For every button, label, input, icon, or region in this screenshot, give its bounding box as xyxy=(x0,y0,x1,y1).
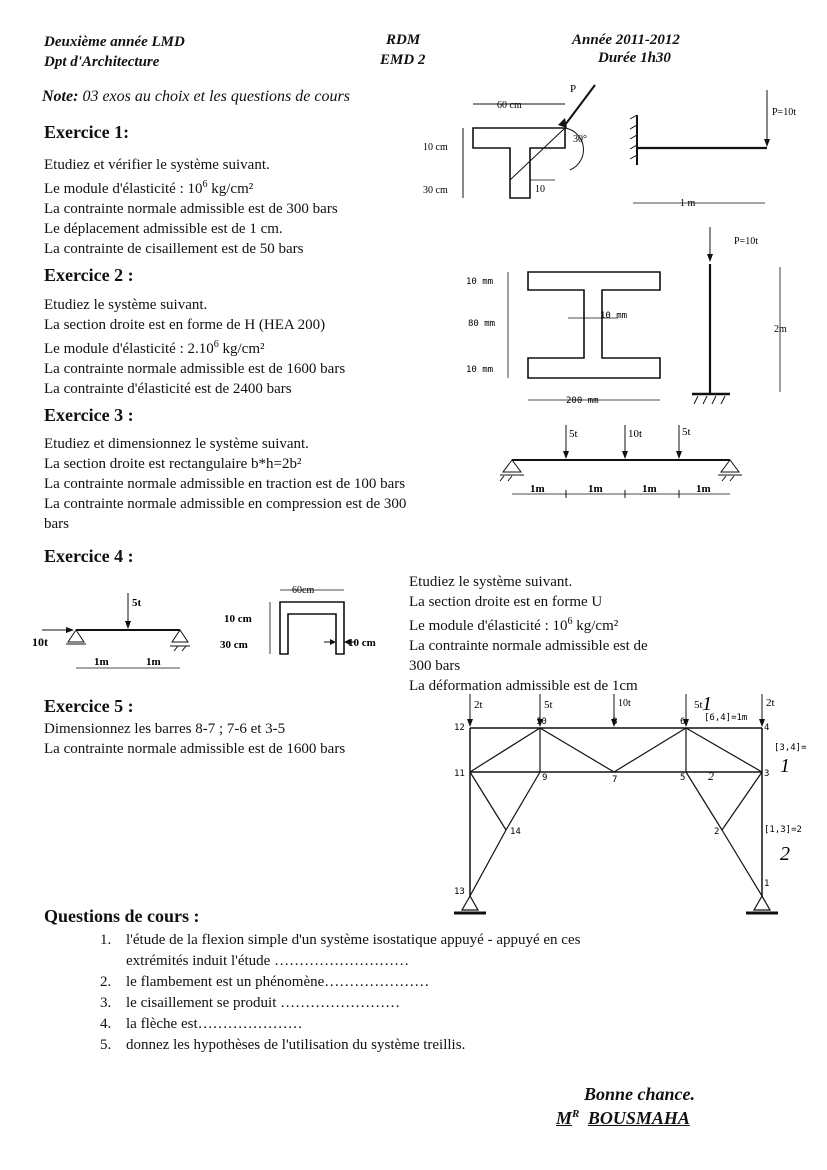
ex2-title: Exercice 2 : xyxy=(44,265,134,285)
ex3-line: La section droite est rectangulaire b*h=2b² xyxy=(44,456,302,472)
ex3-load3: 5t xyxy=(682,426,691,438)
ex5-node: 13 xyxy=(454,887,465,897)
ex5-hand-note: 2 xyxy=(708,769,714,783)
ex1-width-label: 60 cm xyxy=(497,100,522,111)
ex4-beam-figure xyxy=(28,588,208,673)
ex5-hand-note: 1 xyxy=(702,693,712,715)
signature-sup: R xyxy=(572,1108,580,1120)
ex5-hand-note: 2 xyxy=(780,843,790,865)
signature-name: BOUSMAHA xyxy=(587,1108,690,1128)
ex2-line: La section droite est en forme de H (HEA 200) xyxy=(44,317,326,333)
ex1-line: La contrainte de cisaillement est de 50 bars xyxy=(44,241,304,257)
ex5-load3: 10t xyxy=(618,698,631,709)
ex1-h1-label: 10 cm xyxy=(423,142,448,153)
ex5-dim: [1,3]=2 xyxy=(764,825,802,835)
ex1-modulus: Le module d'élasticité : 10 xyxy=(44,181,203,197)
ex4-t-label: 10 cm xyxy=(348,637,376,649)
ex5-node: 11 xyxy=(454,769,465,779)
ex4-line: La section droite est en forme U xyxy=(409,594,603,610)
ex4-modulus-unit: kg/cm² xyxy=(572,618,619,634)
ex4-span2: 1m xyxy=(146,656,161,668)
ex4-line: La déformation admissible est de 1cm xyxy=(409,678,638,694)
ex5-dim: [3,4]= xyxy=(774,743,807,753)
ex2-web-label: 80 mm xyxy=(468,319,496,329)
ex1-cantilever-figure xyxy=(615,85,815,215)
ex1-line: Le déplacement admissible est de 1 cm. xyxy=(44,221,283,237)
ex5-load1: 2t xyxy=(474,699,483,711)
ex2-load-label: P=10t xyxy=(734,236,758,247)
ex3-load1: 5t xyxy=(569,428,578,440)
ex5-node: 14 xyxy=(510,827,521,837)
ex3-text xyxy=(44,434,406,534)
question-text: le flambement est un phénomène………………… xyxy=(126,974,430,990)
ex4-load-label: 5t xyxy=(132,597,142,609)
ex5-node: 2 xyxy=(714,827,720,837)
ex2-b-label: 200 mm xyxy=(566,396,599,406)
question-number: 2. xyxy=(100,974,112,990)
ex2-line: La contrainte d'élasticité est de 2400 bars xyxy=(44,381,292,397)
ex1-title: Exercice 1: xyxy=(44,122,130,142)
header-subject: RDM xyxy=(386,32,421,48)
ex5-node: 10 xyxy=(536,717,547,727)
question-number: 1. xyxy=(100,932,112,948)
question-number: 3. xyxy=(100,995,112,1011)
ex5-node: 12 xyxy=(454,723,465,733)
question-item xyxy=(100,1035,580,1056)
ex3-line: La contrainte normale admissible en traction est de 100 bars xyxy=(44,476,406,492)
ex5-dim: [6,4]=1m xyxy=(704,713,748,723)
ex5-line: La contrainte normale admissible est de 1600 bars xyxy=(44,741,346,757)
header-level: Deuxième année LMD xyxy=(44,34,185,50)
signature-prefix: M xyxy=(556,1108,573,1128)
ex4-section-figure xyxy=(218,578,398,663)
question-number: 4. xyxy=(100,1016,112,1032)
header-year: Année 2011-2012 xyxy=(572,32,680,48)
ex3-span2: 1m xyxy=(588,483,603,495)
ex4-line xyxy=(409,612,648,636)
question-item xyxy=(100,972,580,993)
ex2-column-figure xyxy=(690,222,810,412)
ex4-h2-label: 30 cm xyxy=(220,639,248,651)
ex3-title: Exercice 3 : xyxy=(44,405,134,425)
ex5-node: 6 xyxy=(680,717,686,727)
ex2-flange1-label: 10 mm xyxy=(466,277,494,287)
ex4-width-label: 60cm xyxy=(292,585,315,596)
question-text: l'étude de la flexion simple d'un système isostatique appuyé - appuyé en ces xyxy=(126,932,581,948)
ex5-node: 1 xyxy=(764,879,770,889)
ex5-node: 4 xyxy=(764,723,770,733)
ex3-line: bars xyxy=(44,516,69,532)
ex4-modulus-exp: 6 xyxy=(567,616,573,627)
ex2-tw-label: 10 mm xyxy=(600,311,628,321)
question-text: la flèche est………………… xyxy=(126,1016,303,1032)
questions-title: Questions de cours : xyxy=(44,906,200,926)
ex4-modulus: Le module d'élasticité : 10 xyxy=(409,618,568,634)
header-duration: Durée 1h30 xyxy=(598,50,671,66)
ex5-truss-figure xyxy=(440,688,820,920)
note-text: 03 exos au choix et les questions de cours xyxy=(82,88,350,105)
question-text: extrémités induit l'étude ……………………… xyxy=(126,953,410,969)
ex2-line: La contrainte normale admissible est de 1600 bars xyxy=(44,361,346,377)
ex4-span1: 1m xyxy=(94,656,109,668)
ex1-length-label: 1 m xyxy=(680,198,696,209)
ex2-modulus: Le module d'élasticité : 2.10 xyxy=(44,341,214,357)
ex1-h2-label: 30 cm xyxy=(423,185,448,196)
ex4-line: La contrainte normale admissible est de xyxy=(409,638,648,654)
header-exam: EMD 2 xyxy=(380,52,426,68)
ex5-node: 3 xyxy=(764,769,770,779)
ex5-node: 8 xyxy=(612,717,618,727)
note-label: Note: xyxy=(42,88,79,105)
ex4-h1-label: 10 cm xyxy=(224,613,252,625)
good-luck: Bonne chance. xyxy=(584,1084,696,1104)
ex5-load2: 5t xyxy=(544,699,553,711)
ex4-title: Exercice 4 : xyxy=(44,546,134,566)
ex1-modulus-exp: 6 xyxy=(202,179,208,190)
question-text: le cisaillement se produit …………………… xyxy=(126,995,401,1011)
question-item xyxy=(100,1014,580,1035)
ex3-line: La contrainte normale admissible en compression est de 300 xyxy=(44,496,407,512)
header-department: Dpt d'Architecture xyxy=(44,54,160,70)
ex5-line: Dimensionnez les barres 8-7 ; 7-6 et 3-5 xyxy=(44,721,286,737)
signature xyxy=(556,1108,690,1129)
questions-list xyxy=(100,930,580,1056)
ex1-line: La contrainte normale admissible est de 300 bars xyxy=(44,201,338,217)
note xyxy=(42,88,350,106)
ex5-text xyxy=(44,719,345,759)
ex1-angle-label: 30° xyxy=(573,134,587,145)
ex5-node: 5 xyxy=(680,773,686,783)
question-item xyxy=(100,930,580,951)
ex5-node: 7 xyxy=(612,775,618,785)
ex5-hand-note: 1 xyxy=(780,755,790,777)
ex4-axial-label: 10t xyxy=(32,635,48,649)
ex3-span3: 1m xyxy=(642,483,657,495)
question-item xyxy=(100,951,580,972)
question-item xyxy=(100,993,580,1014)
ex5-node: 9 xyxy=(542,773,548,783)
ex5-load5: 2t xyxy=(766,697,775,709)
question-text: donnez les hypothèses de l'utilisation du système treillis. xyxy=(126,1037,466,1053)
ex3-load2: 10t xyxy=(628,428,643,440)
ex1-t-label: 10 xyxy=(535,184,545,195)
ex2-section-figure xyxy=(460,260,680,410)
ex5-title: Exercice 5 : xyxy=(44,696,134,716)
ex5-load4: 5t xyxy=(694,699,703,711)
ex4-line: 300 bars xyxy=(409,658,461,674)
ex2-length-label: 2m xyxy=(774,324,787,335)
ex2-text xyxy=(44,295,345,399)
ex4-text xyxy=(409,572,648,696)
ex2-line xyxy=(44,335,345,359)
ex3-span1: 1m xyxy=(530,483,545,495)
ex1-text xyxy=(44,155,338,259)
ex3-line: Etudiez et dimensionnez le système suivant. xyxy=(44,436,309,452)
question-number: 5. xyxy=(100,1037,112,1053)
ex1-modulus-unit: kg/cm² xyxy=(207,181,254,197)
ex2-modulus-exp: 6 xyxy=(213,339,219,350)
ex2-modulus-unit: kg/cm² xyxy=(218,341,265,357)
ex1-force-label: P xyxy=(570,83,577,95)
ex2-line: Etudiez le système suivant. xyxy=(44,297,208,313)
ex3-span4: 1m xyxy=(696,483,711,495)
ex4-line: Etudiez le système suivant. xyxy=(409,574,573,590)
ex3-beam-figure xyxy=(498,420,748,505)
ex1-line: Etudiez et vérifier le système suivant. xyxy=(44,157,270,173)
ex1-load-label: P=10t xyxy=(772,107,796,118)
ex1-section-figure xyxy=(415,80,615,210)
ex2-flange2-label: 10 mm xyxy=(466,365,494,375)
ex1-line xyxy=(44,175,338,199)
